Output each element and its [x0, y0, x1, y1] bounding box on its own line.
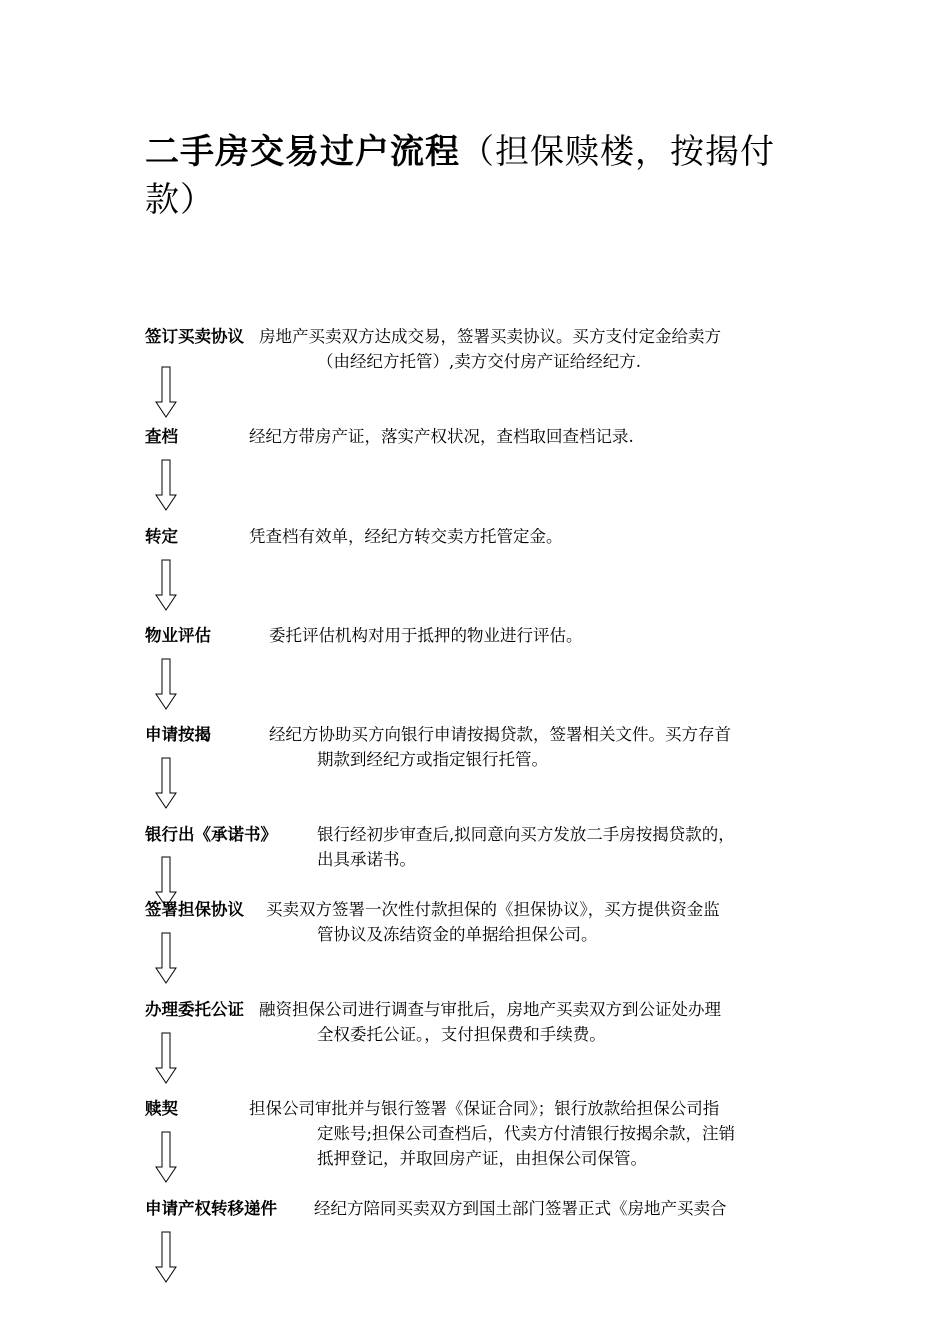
title-subtitle: （担保赎楼，按揭付款） [145, 132, 775, 220]
down-arrow-icon [155, 932, 177, 984]
step-guarantee-agreement [145, 897, 815, 947]
step-mortgage-application [145, 722, 815, 772]
step-description [249, 424, 634, 449]
step-redeem-deed [145, 1096, 815, 1172]
step-notarization [145, 997, 815, 1047]
step-title-transfer-filing [145, 1196, 815, 1222]
step-description [317, 822, 735, 872]
step-description [314, 1196, 727, 1221]
description-line: 凭查档有效单，经纪方转交卖方托管定金。 [249, 527, 563, 546]
step-label: 申请产权转移递件 [145, 1199, 277, 1218]
step-label: 申请按揭 [145, 725, 211, 744]
step-description [249, 1096, 735, 1171]
step-label: 签订买卖协议 [145, 327, 244, 346]
document-title [145, 128, 815, 224]
step-title-search [145, 424, 815, 450]
step-sign-agreement [145, 324, 815, 374]
step-description [259, 324, 721, 374]
step-label: 物业评估 [145, 626, 211, 645]
description-line: 出具承诺书。 [317, 850, 416, 869]
down-arrow-icon [155, 1231, 177, 1283]
description-line: 委托评估机构对用于抵押的物业进行评估。 [269, 626, 583, 645]
description-line: 管协议及冻结资金的单据给担保公司。 [317, 925, 598, 944]
step-label: 银行出《承诺书》 [145, 825, 277, 844]
step-description [266, 897, 720, 947]
step-label: 赎契 [145, 1099, 178, 1118]
description-line: 全权委托公证。，支付担保费和手续费。 [317, 1025, 606, 1044]
title-main: 二手房交易过户流程 [145, 132, 460, 172]
description-line: 经纪方协助买方向银行申请按揭贷款，签署相关文件。买方存首 [269, 725, 731, 744]
step-description [269, 722, 731, 772]
step-description [249, 524, 563, 549]
down-arrow-icon [155, 1032, 177, 1084]
description-line: 经纪方带房产证，落实产权状况，查档取回查档记录. [249, 427, 634, 446]
step-label: 查档 [145, 427, 178, 446]
step-label: 转定 [145, 527, 178, 546]
description-line: 经纪方陪同买卖双方到国土部门签署正式《房地产买卖合 [314, 1199, 727, 1218]
description-line: 房地产买卖双方达成交易，签署买卖协议。买方支付定金给卖方 [259, 327, 721, 346]
down-arrow-icon [155, 757, 177, 809]
description-line: 定账号;担保公司查档后，代卖方付清银行按揭余款，注销 [317, 1124, 736, 1143]
down-arrow-icon [155, 459, 177, 511]
step-transfer-deposit [145, 524, 815, 550]
down-arrow-icon [155, 1131, 177, 1183]
description-line: 担保公司审批并与银行签署《保证合同》；银行放款给担保公司指 [249, 1099, 720, 1118]
step-property-appraisal [145, 623, 815, 649]
down-arrow-icon [155, 366, 177, 418]
description-line: （由经纪方托管）,卖方交付房产证给经纪方. [317, 352, 641, 371]
description-line: 买卖双方签署一次性付款担保的《担保协议》，买方提供资金监 [266, 900, 720, 919]
step-description [259, 997, 721, 1047]
down-arrow-icon [155, 658, 177, 710]
description-line: 融资担保公司进行调查与审批后，房地产买卖双方到公证处办理 [259, 1000, 721, 1019]
description-line: 期款到经纪方或指定银行托管。 [317, 750, 548, 769]
down-arrow-icon [155, 559, 177, 611]
description-line: 银行经初步审查后,拟同意向买方发放二手房按揭贷款的， [317, 825, 735, 844]
step-label: 签署担保协议 [145, 900, 244, 919]
description-line: 抵押登记，并取回房产证，由担保公司保管。 [317, 1149, 647, 1168]
step-description [269, 623, 583, 648]
step-bank-commitment [145, 822, 815, 872]
step-label: 办理委托公证 [145, 1000, 244, 1019]
